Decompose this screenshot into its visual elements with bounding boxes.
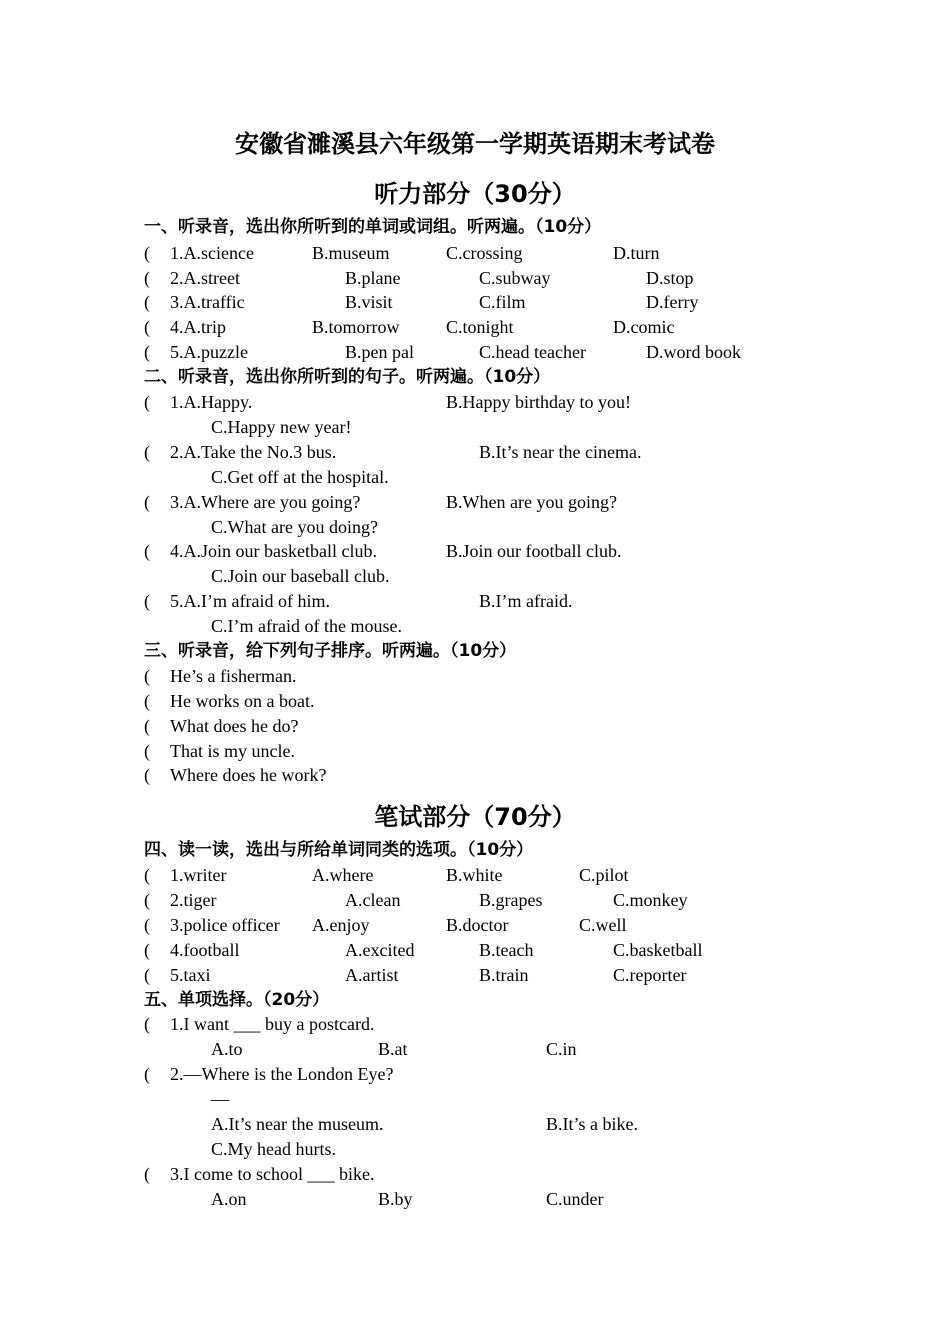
- question-stem: 3.police officer: [170, 915, 280, 935]
- option-b: B.teach: [479, 940, 534, 960]
- option-c: C.monkey: [613, 890, 688, 910]
- option-b: B.visit: [345, 292, 393, 312]
- section-5-heading: 五、单项选择。（20分）: [144, 990, 330, 1010]
- option-b: B.It’s near the cinema.: [479, 442, 642, 462]
- option-b: B.train: [479, 965, 529, 985]
- option-b: B.museum: [312, 243, 390, 263]
- answer-paren[interactable]: (: [144, 442, 150, 462]
- option-c: C.subway: [479, 268, 551, 288]
- question-stem: 3.A.Where are you going?: [170, 492, 361, 512]
- option-a: A.excited: [345, 940, 415, 960]
- question-stem: 2.—Where is the London Eye?: [170, 1064, 394, 1084]
- option-a: A.on: [211, 1189, 247, 1209]
- question-stem: 4.A.trip: [170, 317, 226, 337]
- option-c: C.well: [579, 915, 627, 935]
- option-c: C.pilot: [579, 865, 629, 885]
- option-d: D.comic: [613, 317, 675, 337]
- answer-paren[interactable]: (: [144, 392, 150, 412]
- sentence-text: What does he do?: [170, 716, 299, 736]
- section-3-heading: 三、听录音，给下列句子排序。听两遍。（10分）: [144, 641, 517, 661]
- question-stem: 5.A.I’m afraid of him.: [170, 591, 330, 611]
- question-stem: 3.I come to school ___ bike.: [170, 1164, 375, 1184]
- answer-paren[interactable]: (: [144, 865, 150, 885]
- sentence-text: He’s a fisherman.: [170, 666, 297, 686]
- answer-paren[interactable]: (: [144, 1164, 150, 1184]
- listening-section-heading: 听力部分（30分）: [374, 180, 576, 208]
- option-c: C.crossing: [446, 243, 523, 263]
- option-a: A.artist: [345, 965, 399, 985]
- question-stem: 5.taxi: [170, 965, 211, 985]
- question-stem: 2.A.Take the No.3 bus.: [170, 442, 337, 462]
- question-stem: 2.tiger: [170, 890, 217, 910]
- option-c: C.reporter: [613, 965, 687, 985]
- sentence-text: Where does he work?: [170, 765, 327, 785]
- option-d: D.turn: [613, 243, 660, 263]
- option-c: C.Happy new year!: [211, 417, 352, 437]
- option-b: B.tomorrow: [312, 317, 400, 337]
- question-stem: 5.A.puzzle: [170, 342, 248, 362]
- answer-paren[interactable]: (: [144, 541, 150, 561]
- option-b: B.Join our football club.: [446, 541, 622, 561]
- answer-paren[interactable]: (: [144, 666, 150, 686]
- option-d: D.word book: [646, 342, 741, 362]
- answer-paren[interactable]: (: [144, 716, 150, 736]
- option-a: A.to: [211, 1039, 243, 1059]
- answer-paren[interactable]: (: [144, 492, 150, 512]
- answer-paren[interactable]: (: [144, 1014, 150, 1034]
- option-a: A.where: [312, 865, 374, 885]
- answer-paren[interactable]: (: [144, 591, 150, 611]
- question-stem: 1.A.science: [170, 243, 254, 263]
- question-stem: 1.writer: [170, 865, 227, 885]
- answer-paren[interactable]: (: [144, 691, 150, 711]
- option-c: C.tonight: [446, 317, 514, 337]
- answer-paren[interactable]: (: [144, 1064, 150, 1084]
- option-b: B.plane: [345, 268, 401, 288]
- answer-paren[interactable]: (: [144, 317, 150, 337]
- answer-paren[interactable]: (: [144, 890, 150, 910]
- sentence-text: That is my uncle.: [170, 741, 295, 761]
- option-b: B.pen pal: [345, 342, 414, 362]
- section-1-heading: 一、听录音，选出你所听到的单词或词组。听两遍。（10分）: [144, 217, 602, 237]
- question-stem: 2.A.street: [170, 268, 240, 288]
- option-c: C.Join our baseball club.: [211, 566, 390, 586]
- question-stem: 1.A.Happy.: [170, 392, 253, 412]
- option-c: C.I’m afraid of the mouse.: [211, 616, 402, 636]
- writing-section-heading: 笔试部分（70分）: [374, 803, 576, 831]
- question-stem: 3.A.traffic: [170, 292, 245, 312]
- option-d: D.stop: [646, 268, 694, 288]
- option-c: C.basketball: [613, 940, 703, 960]
- option-d: D.ferry: [646, 292, 699, 312]
- option-c: C.under: [546, 1189, 604, 1209]
- option-b: B.Happy birthday to you!: [446, 392, 631, 412]
- answer-dash: —: [211, 1089, 229, 1109]
- option-c: C.head teacher: [479, 342, 586, 362]
- option-b: B.I’m afraid.: [479, 591, 573, 611]
- option-c: C.My head hurts.: [211, 1139, 336, 1159]
- option-b: B.grapes: [479, 890, 543, 910]
- option-b: B.It’s a bike.: [546, 1114, 638, 1134]
- option-c: C.What are you doing?: [211, 517, 378, 537]
- answer-paren[interactable]: (: [144, 741, 150, 761]
- option-a: A.clean: [345, 890, 401, 910]
- question-stem: 4.football: [170, 940, 240, 960]
- answer-paren[interactable]: (: [144, 915, 150, 935]
- option-b: B.When are you going?: [446, 492, 617, 512]
- section-4-heading: 四、读一读，选出与所给单词同类的选项。（10分）: [144, 840, 534, 860]
- answer-paren[interactable]: (: [144, 342, 150, 362]
- section-2-heading: 二、听录音，选出你所听到的句子。听两遍。（10分）: [144, 367, 551, 387]
- option-a: A.It’s near the museum.: [211, 1114, 384, 1134]
- option-b: B.by: [378, 1189, 413, 1209]
- option-c: C.in: [546, 1039, 577, 1059]
- option-a: A.enjoy: [312, 915, 370, 935]
- answer-paren[interactable]: (: [144, 940, 150, 960]
- option-c: C.film: [479, 292, 526, 312]
- answer-paren[interactable]: (: [144, 268, 150, 288]
- answer-paren[interactable]: (: [144, 965, 150, 985]
- option-b: B.white: [446, 865, 503, 885]
- option-c: C.Get off at the hospital.: [211, 467, 389, 487]
- question-stem: 1.I want ___ buy a postcard.: [170, 1014, 375, 1034]
- question-stem: 4.A.Join our basketball club.: [170, 541, 377, 561]
- answer-paren[interactable]: (: [144, 765, 150, 785]
- option-b: B.at: [378, 1039, 408, 1059]
- answer-paren[interactable]: (: [144, 292, 150, 312]
- option-b: B.doctor: [446, 915, 509, 935]
- answer-paren[interactable]: (: [144, 243, 150, 263]
- document-title: 安徽省濉溪县六年级第一学期英语期末考试卷: [235, 130, 715, 158]
- sentence-text: He works on a boat.: [170, 691, 315, 711]
